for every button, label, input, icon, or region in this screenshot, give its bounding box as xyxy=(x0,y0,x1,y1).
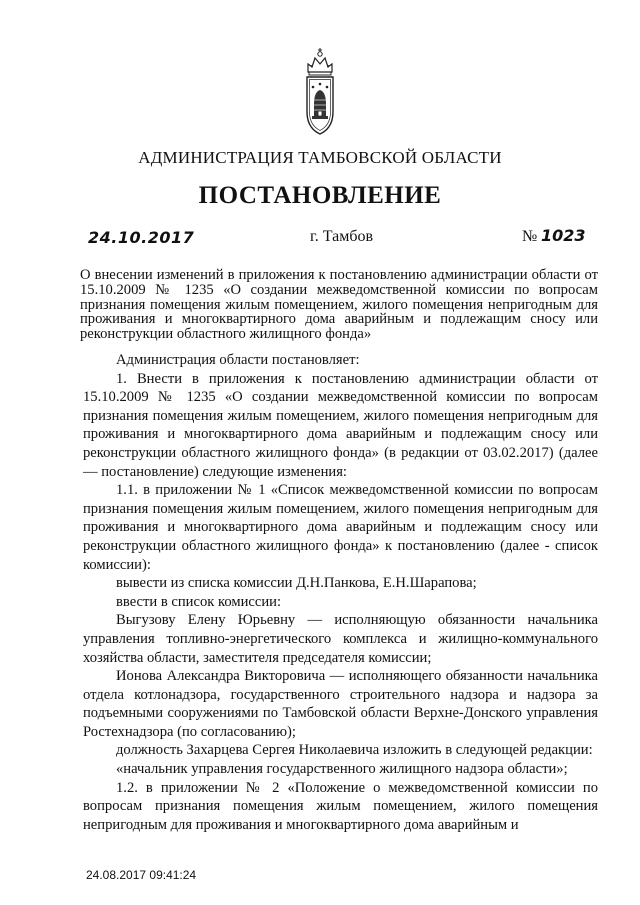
print-timestamp: 24.08.2017 09:41:24 xyxy=(86,868,197,882)
body-paragraph: Администрация области постановляет: xyxy=(116,352,360,368)
body-paragraph: вывести из списка комиссии Д.Н.Панкова, Е.Н.Шарапова; xyxy=(116,575,477,592)
document-city: г. Тамбов xyxy=(310,228,374,245)
document-subject: О внесении изменений в приложения к постановлению администрации области от 15.10.2009 № 1235 «О создании межведомственной комиссии по вопросам признания помещения жилым помещением, жилого помещения непригодным для проживания и многоквартирного дома аварийным и подлежащим сносу или реконструкции областного жилищного фонда» xyxy=(80,267,598,343)
document-body xyxy=(83,351,598,834)
body-paragraph: 1. Внести в приложения к постановлению администрации области от 15.10.2009 № 1235 «О создании межведомственной комиссии по вопросам признания помещения жилым помещением, жилого помещения непригодным для проживания и многоквартирного дома аварийным и подлежащим сносу или реконструкции областного жилищного фонда» (в редакции от 03.02.2017) (далее — постановление) следующие изменения: xyxy=(83,370,598,480)
organization-title: АДМИНИСТРАЦИЯ ТАМБОВСКОЙ ОБЛАСТИ xyxy=(138,148,502,167)
body-paragraph: должность Захарцева Сергея Николаевича изложить в следующей редакции: xyxy=(116,742,593,759)
body-paragraph: Ионова Александра Викторовича — исполняющего обязанности начальника отдела котлонадзора, государственного строительного надзора и надзора за подъемными сооружениями по Тамбовской области Верхне-Донского управления Ростехнадзора (по согласованию); xyxy=(83,668,598,740)
document-date: 24.10.2017 xyxy=(88,228,195,247)
document-type-title: ПОСТАНОВЛЕНИЕ xyxy=(198,182,442,209)
body-paragraph: 1.1. в приложении № 1 «Список межведомственной комиссии по вопросам признания помещения жилым помещением, жилого помещения непригодным для проживания и многоквартирного дома аварийным и подлежащим сносу или реконструкции областного жилищного фонда» к постановлению (далее - список комиссии): xyxy=(83,482,598,573)
body-paragraph: Выгузову Елену Юрьевну — исполняющую обязанности начальника управления топливно-энергетического комплекса и жилищно-коммунального хозяйства области, заместителя председателя комиссии; xyxy=(83,612,598,666)
body-paragraph: 1.2. в приложении № 2 «Положение о межведомственной комиссии по вопросам признания помещения жилым помещением, жилого помещения непригодным для проживания и многоквартирного дома аварийным и xyxy=(83,779,598,833)
body-paragraph: «начальник управления государственного жилищного надзора области»; xyxy=(116,761,568,778)
tambov-coat-of-arms-emblem xyxy=(303,42,337,136)
body-paragraph: ввести в список комиссии: xyxy=(116,593,282,610)
document-number-label: № xyxy=(522,228,538,245)
document-number: 1023 xyxy=(541,226,586,245)
